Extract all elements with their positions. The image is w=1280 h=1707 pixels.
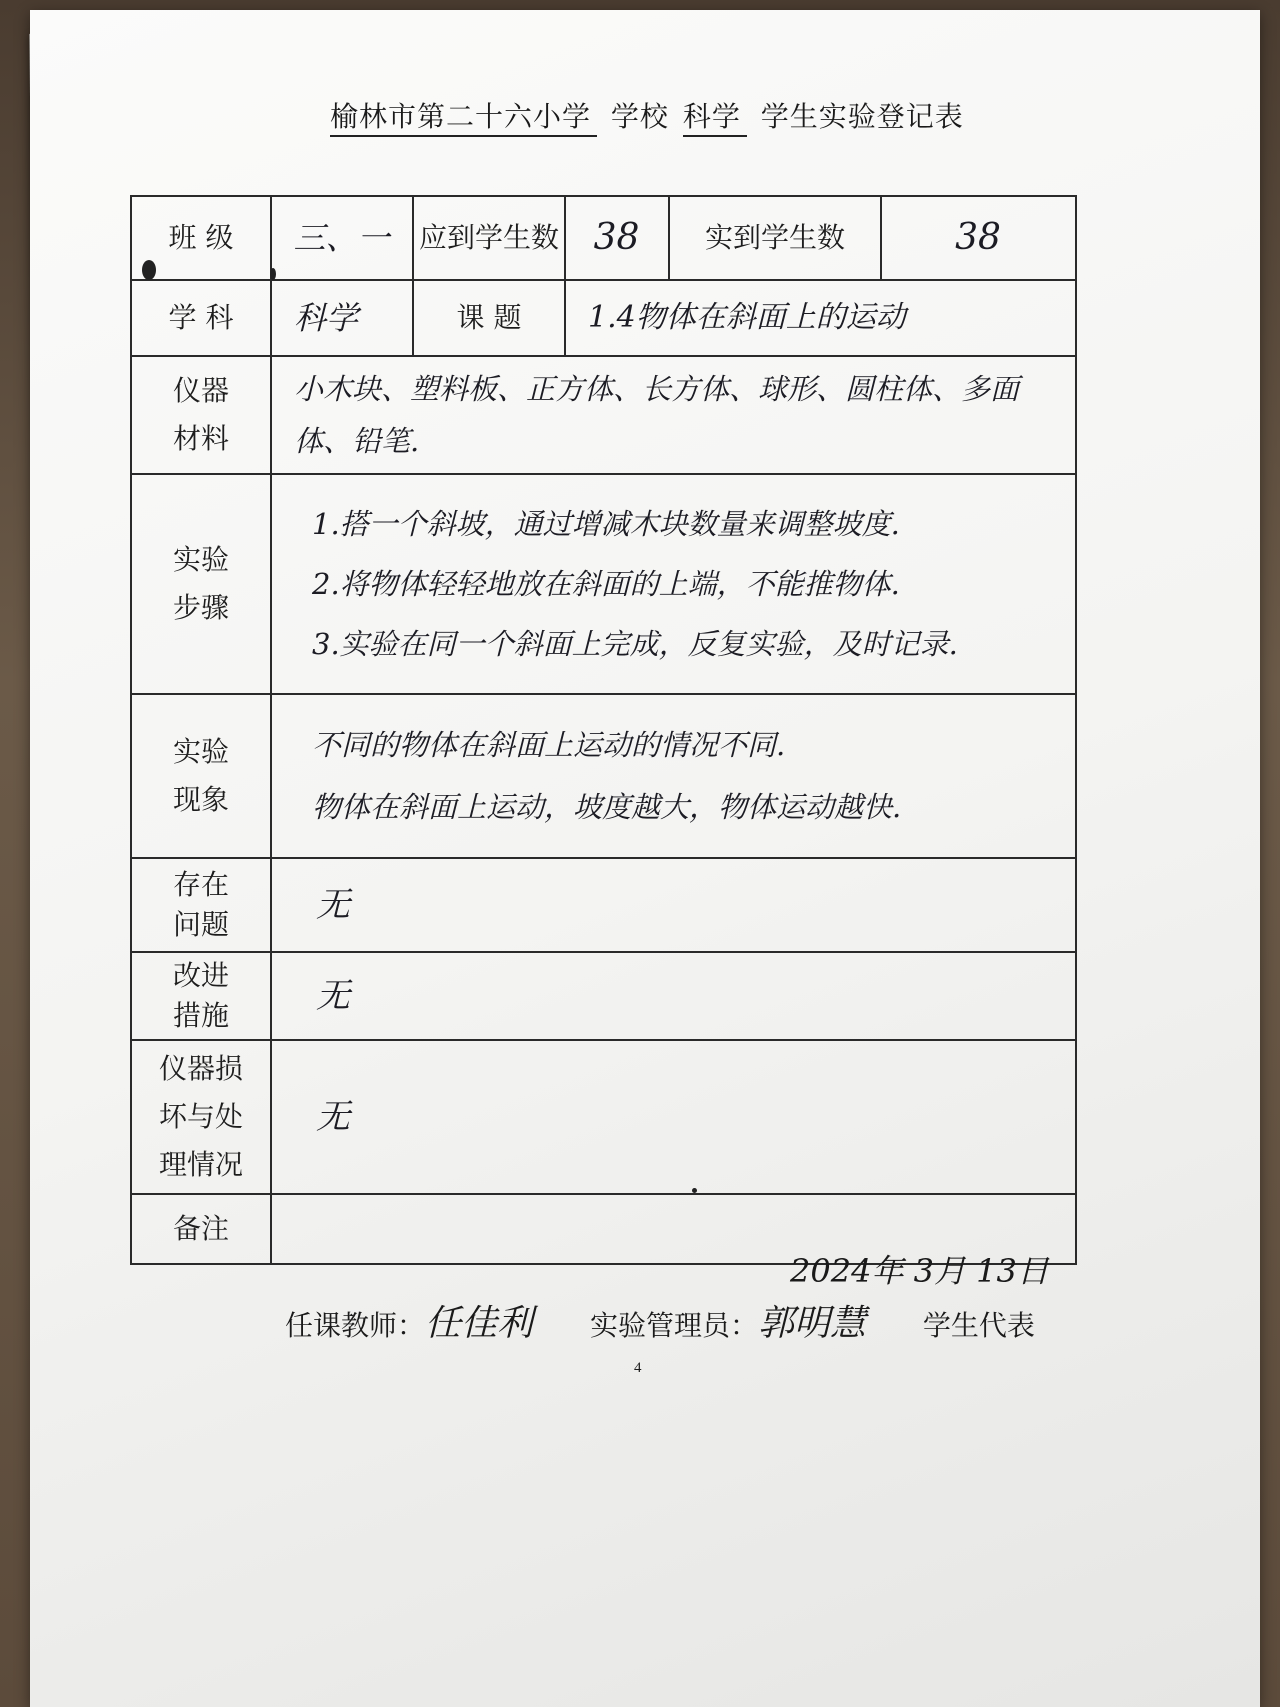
materials-label xyxy=(131,356,271,474)
improvement-value: 无 xyxy=(271,952,1076,1040)
steps-label-line-1: 实验 xyxy=(172,543,229,576)
row-improvement xyxy=(131,952,1076,1040)
steps-label-line-2: 步骤 xyxy=(172,591,229,624)
step-item: 1.搭一个斜坡，通过增减木块数量来调整坡度. xyxy=(312,507,900,541)
teacher-label: 任课教师： xyxy=(285,1309,426,1342)
student-slot xyxy=(923,1309,1035,1342)
materials-label-line-2: 材料 xyxy=(172,422,229,455)
subject-value: 科学 xyxy=(271,280,413,356)
step-item: 2.将物体轻轻地放在斜面的上端，不能推物体. xyxy=(312,567,900,601)
phenomena-label-line-2: 现象 xyxy=(172,783,229,816)
page-number: 4 xyxy=(634,1360,642,1376)
form-sheet xyxy=(30,10,1260,1707)
damage-label-line-1: 仪器损 xyxy=(158,1052,243,1085)
student-representative-label: 学生代表 xyxy=(922,1309,1035,1342)
damage-label-line-2: 坏与处 xyxy=(158,1100,243,1133)
phenomena-label xyxy=(131,694,271,858)
form-title xyxy=(330,95,968,135)
row-subject xyxy=(131,280,1076,356)
actual-students-value: 38 xyxy=(881,196,1076,280)
row-materials xyxy=(131,356,1076,474)
school-suffix: 学校 xyxy=(610,100,669,133)
ink-blot xyxy=(142,260,156,280)
step-item: 3.实验在同一个斜面上完成，反复实验，及时记录. xyxy=(312,627,958,661)
problems-value: 无 xyxy=(271,858,1076,952)
form-name: 学生实验登记表 xyxy=(760,100,964,133)
subject-name: 科学 xyxy=(683,100,747,137)
record-date: 2024年 3月 13日 xyxy=(790,1252,1049,1290)
materials-line-1: 小木块、塑料板、正方体、长方体、球形、圆柱体、多面 xyxy=(294,372,1020,406)
school-name: 榆林市第二十六小学 xyxy=(330,100,597,137)
manager-slot xyxy=(589,1303,875,1344)
materials-value xyxy=(271,356,1076,474)
problems-label xyxy=(131,858,271,952)
class-label: 班 级 xyxy=(131,196,271,280)
row-damage xyxy=(131,1040,1076,1194)
problems-label-line-1: 存在 xyxy=(172,868,229,901)
manager-signature: 郭明慧 xyxy=(757,1303,866,1344)
damage-label-line-3: 理情况 xyxy=(158,1148,243,1181)
phenomenon-item: 不同的物体在斜面上运动的情况不同. xyxy=(312,728,786,762)
damage-label xyxy=(131,1040,271,1194)
improvement-label-line-2: 措施 xyxy=(172,999,229,1032)
subject-label: 学 科 xyxy=(131,280,271,356)
ink-speck xyxy=(692,1188,697,1193)
row-problems xyxy=(131,858,1076,952)
expected-students-value: 38 xyxy=(565,196,669,280)
topic-label: 课 题 xyxy=(413,280,565,356)
materials-label-line-1: 仪器 xyxy=(172,374,229,407)
teacher-signature: 任佳利 xyxy=(425,1303,534,1344)
phenomena-value xyxy=(271,694,1076,858)
class-value: 三、一 xyxy=(271,196,413,280)
expected-students-label: 应到学生数 xyxy=(413,196,565,280)
problems-label-line-2: 问题 xyxy=(172,908,229,941)
teacher-slot xyxy=(285,1303,542,1344)
row-steps xyxy=(131,474,1076,694)
steps-label xyxy=(131,474,271,694)
topic-value: 1.4物体在斜面上的运动 xyxy=(565,280,1076,356)
manager-label: 实验管理员： xyxy=(589,1309,758,1342)
row-phenomena xyxy=(131,694,1076,858)
experiment-record-table xyxy=(130,195,1077,1265)
phenomena-label-line-1: 实验 xyxy=(172,735,229,768)
improvement-label xyxy=(131,952,271,1040)
damage-value: 无 xyxy=(271,1040,1076,1194)
ink-blot xyxy=(270,268,276,280)
remarks-label: 备注 xyxy=(131,1194,271,1264)
improvement-label-line-1: 改进 xyxy=(172,959,229,992)
steps-value xyxy=(271,474,1076,694)
signature-row xyxy=(285,1295,1083,1346)
actual-students-label: 实到学生数 xyxy=(669,196,881,280)
phenomenon-item: 物体在斜面上运动，坡度越大，物体运动越快. xyxy=(312,790,902,824)
materials-line-2: 体、铅笔. xyxy=(294,424,420,458)
